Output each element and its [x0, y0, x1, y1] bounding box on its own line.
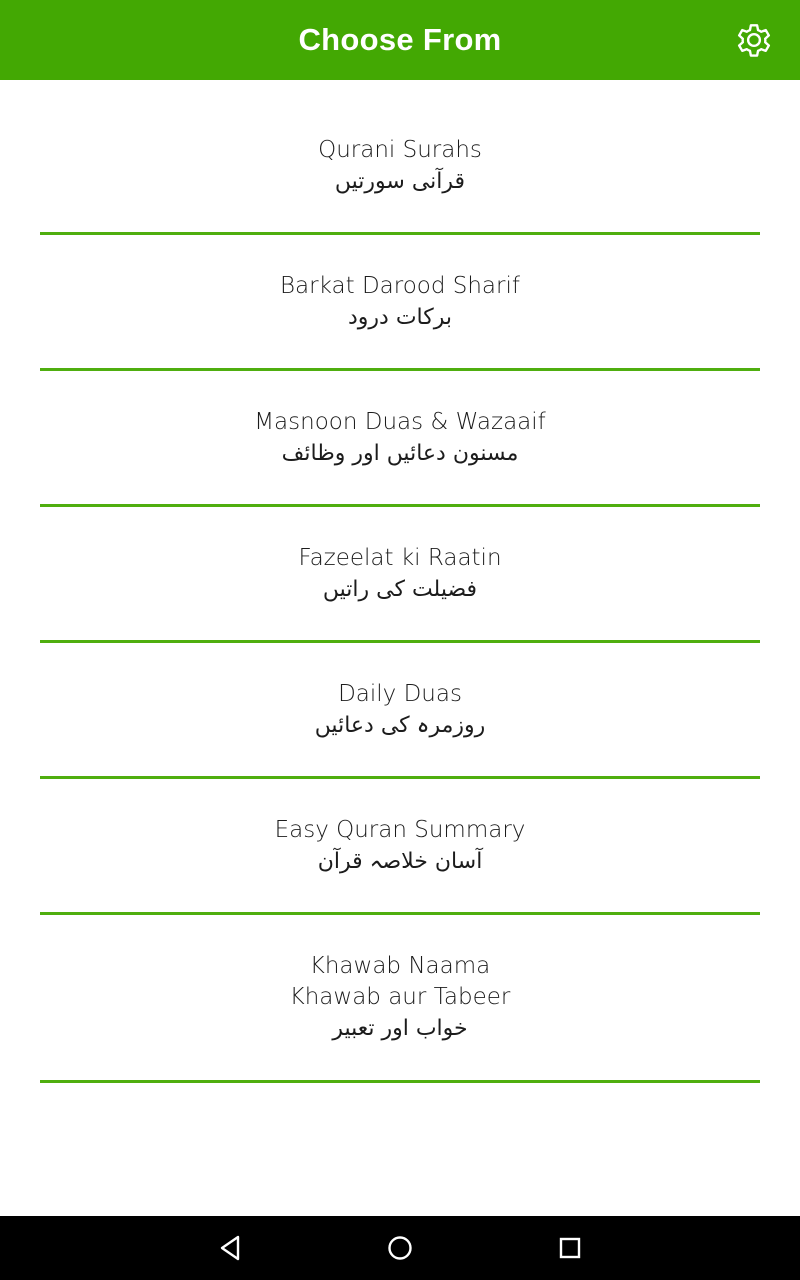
menu-item-english-label: Khawab Naama — [309, 953, 491, 979]
menu-item-khawab-naama[interactable] — [40, 915, 760, 1083]
menu-item-qurani-surahs[interactable] — [40, 100, 760, 235]
menu-item-masnoon-duas[interactable] — [40, 371, 760, 507]
menu-list — [40, 100, 760, 1083]
menu-item-english-label: Daily Duas — [338, 680, 462, 707]
nav-home-button[interactable] — [380, 1228, 420, 1268]
settings-button[interactable] — [730, 16, 778, 64]
menu-item-urdu-label: فضیلت کی راتیں — [322, 576, 478, 602]
back-triangle-icon — [216, 1234, 244, 1262]
menu-item-urdu-label: مسنون دعائیں اور وظائف — [281, 440, 519, 466]
menu-item-fazeelat-ki-raatin[interactable] — [40, 507, 760, 643]
menu-item-easy-quran-summary[interactable] — [40, 779, 760, 915]
recents-square-icon — [556, 1234, 584, 1262]
menu-item-english-sublabel: Khawab aur Tabeer — [289, 984, 511, 1010]
menu-item-urdu-label: خواب اور تعبیر — [332, 1016, 468, 1041]
menu-item-urdu-label: آسان خلاصہ قرآن — [317, 848, 483, 874]
home-circle-icon — [386, 1234, 414, 1262]
system-nav-bar — [0, 1216, 800, 1280]
menu-item-english-label: Barkat Darood Sharif — [280, 272, 520, 299]
nav-back-button[interactable] — [210, 1228, 250, 1268]
page-title: Choose From — [298, 22, 502, 57]
menu-item-urdu-label: روزمرہ کی دعائیں — [314, 712, 486, 738]
menu-item-barkat-darood-sharif[interactable] — [40, 235, 760, 371]
menu-item-english-label: Qurani Surahs — [318, 137, 482, 163]
menu-item-english-label: Masnoon Duas & Wazaaif — [254, 408, 546, 435]
menu-item-daily-duas[interactable] — [40, 643, 760, 779]
nav-recents-button[interactable] — [550, 1228, 590, 1268]
menu-item-urdu-label: برکات درود — [348, 304, 452, 330]
menu-item-english-label: Fazeelat ki Raatin — [298, 544, 502, 571]
menu-item-english-label: Easy Quran Summary — [274, 816, 526, 843]
gear-icon — [732, 18, 776, 62]
app-bar — [0, 0, 800, 80]
menu-item-urdu-label: قرآنی سورتیں — [334, 169, 466, 194]
